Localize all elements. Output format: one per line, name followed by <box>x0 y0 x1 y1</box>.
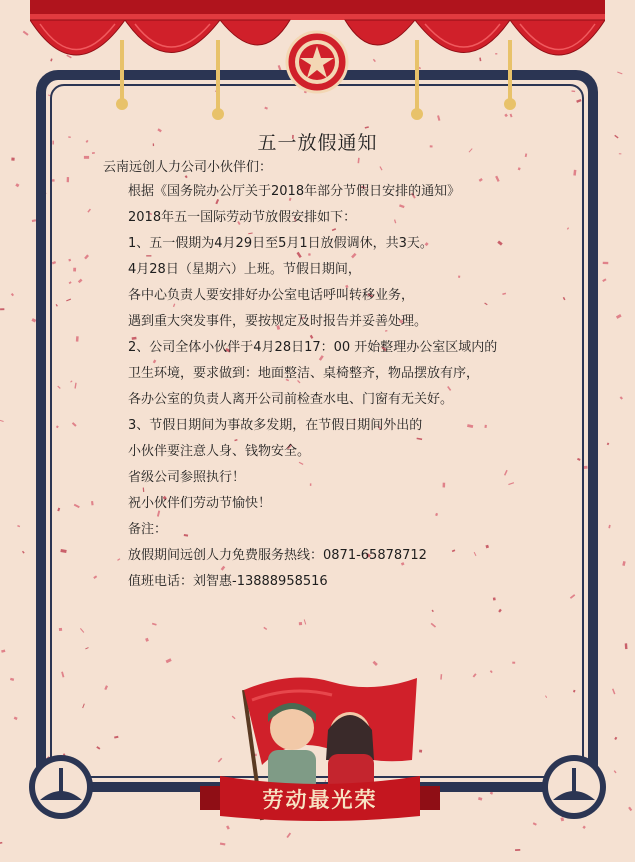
corner-emblem-icon <box>539 752 609 822</box>
confetti-dot <box>11 158 14 161</box>
confetti-dot <box>620 396 623 399</box>
confetti-dot <box>582 826 585 829</box>
paragraph-line: 2018年五一国际劳动节放假安排如下： <box>128 210 357 225</box>
confetti-dot <box>533 822 537 825</box>
confetti-dot <box>0 842 2 844</box>
paragraph-line: 1、五一假期为4月29日至5月1日放假调休，共3天。 <box>128 236 433 251</box>
confetti-dot <box>602 278 606 282</box>
paragraph-line: 各中心负责人要安排好办公室电话呼叫转移业务， <box>128 288 415 303</box>
corner-emblem-icon <box>26 752 96 822</box>
confetti-dot <box>286 833 291 839</box>
paragraph-line: 根据《国务院办公厅关于2018年部分节假日安排的通知》 <box>128 184 461 199</box>
confetti-dot <box>608 525 610 529</box>
confetti-dot <box>0 420 4 422</box>
confetti-dot <box>11 293 14 296</box>
notice-title: 五一放假通知 <box>257 132 378 154</box>
paragraph-line: 卫生环境，要求做到：地面整洁、桌椅整齐，物品摆放有序， <box>128 366 480 381</box>
confetti-dot <box>614 737 617 740</box>
paragraph-line: 各办公室的负责人离开公司前检查水电、门窗有无关好。 <box>128 392 454 407</box>
confetti-dot <box>607 443 610 446</box>
confetti-dot <box>622 561 625 566</box>
star-medal-icon <box>285 30 349 94</box>
confetti-dot <box>0 308 4 310</box>
paragraph-line: 4月28日（星期六）上班。节假日期间， <box>128 262 361 277</box>
confetti-dot <box>23 31 29 36</box>
confetti-dot <box>625 643 628 649</box>
paragraph-line: 省级公司参照执行！ <box>128 470 246 485</box>
paragraph-line: 小伙伴要注意人身、钱物安全。 <box>128 444 311 459</box>
confetti-dot <box>603 262 609 264</box>
confetti-dot <box>10 678 14 681</box>
confetti-dot <box>15 183 19 187</box>
confetti-dot <box>617 72 622 75</box>
confetti-dot <box>1 649 5 652</box>
greeting: 云南远创人力公司小伙伴们： <box>103 160 273 175</box>
paragraph-line: 祝小伙伴们劳动节愉快！ <box>128 496 272 511</box>
banner-slogan: 劳动最光荣 <box>262 787 378 812</box>
confetti-dot <box>616 314 622 319</box>
remark-label: 备注： <box>128 522 168 537</box>
confetti-dot <box>614 770 617 773</box>
confetti-dot <box>14 717 18 721</box>
confetti-dot <box>628 807 632 812</box>
duty-phone-line: 值班电话：刘智惠-13888958516 <box>128 574 328 589</box>
confetti-dot <box>490 792 493 795</box>
confetti-dot <box>22 551 25 554</box>
hotline-line: 放假期间远创人力免费服务热线：0871-65878712 <box>128 548 427 563</box>
paragraph-line: 2、公司全体小伙伴于4月28日17：00 开始整理办公室区域内的 <box>128 340 498 355</box>
confetti-dot <box>612 689 615 695</box>
confetti-dot <box>478 797 482 801</box>
paragraph-line: 3、节假日期间为事故多发期，在节假日期间外出的 <box>128 418 423 433</box>
confetti-dot <box>515 849 520 851</box>
paragraph-line: 遇到重大突发事件，要按规定及时报告并妥善处理。 <box>128 314 428 329</box>
confetti-dot <box>17 525 20 527</box>
confetti-dot <box>220 843 226 846</box>
